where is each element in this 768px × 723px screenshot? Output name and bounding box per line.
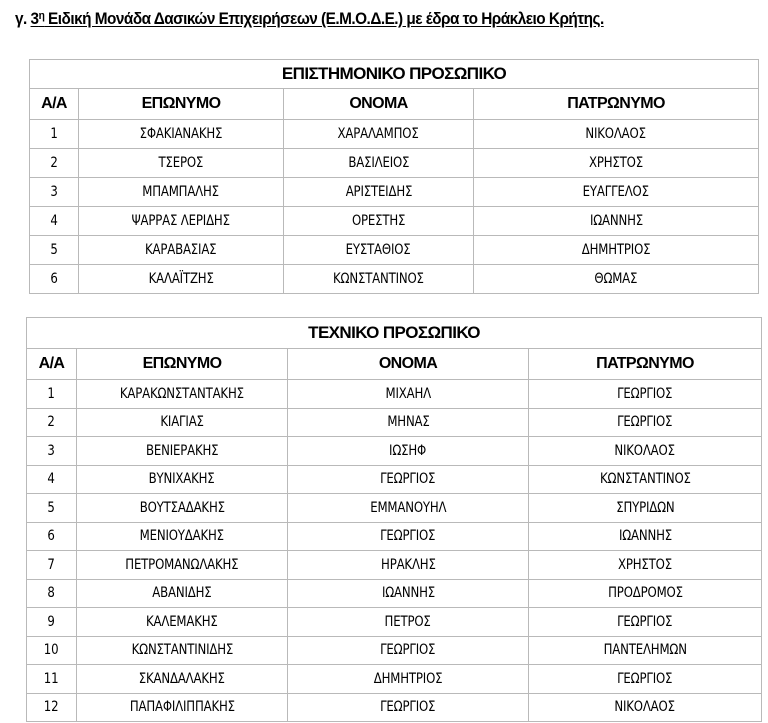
- patronymic-cell: [529, 465, 762, 494]
- first-name-cell: [288, 522, 529, 551]
- first-name-cell: [288, 665, 529, 694]
- patronymic-text: ΙΩΑΝΝΗΣ: [618, 528, 672, 545]
- surname-text: ΒΥΝΙΧΑΚΗΣ: [149, 471, 215, 488]
- surname-text: ΠΑΠΑΦΙΛΙΠΠΑΚΗΣ: [129, 699, 235, 716]
- patronymic-cell: [529, 494, 762, 523]
- first-name-cell: [288, 494, 529, 523]
- patronymic-cell: [474, 236, 759, 265]
- row-number-cell: [27, 408, 77, 437]
- table-title: ΕΠΙΣΤΗΜΟΝΙΚΟ ΠΡΟΣΩΠΙΚΟ: [30, 60, 759, 89]
- column-header-aa: Α/Α: [27, 349, 77, 380]
- surname-text: ΣΦΑΚΙΑΝΑΚΗΣ: [139, 126, 223, 142]
- patronymic-cell: [474, 149, 759, 178]
- row-number-text: 2: [47, 414, 56, 431]
- row-number-cell: [27, 636, 77, 665]
- patronymic-text: ΕΥΑΓΓΕΛΟΣ: [582, 184, 650, 200]
- patronymic-text: ΘΩΜΑΣ: [594, 271, 638, 287]
- patronymic-text: ΔΗΜΗΤΡΙΟΣ: [581, 242, 651, 258]
- row-number-text: 6: [47, 528, 56, 545]
- first-name-text: ΑΡΙΣΤΕΙΔΗΣ: [345, 184, 412, 200]
- table-row: [27, 608, 762, 637]
- surname-text: ΚΑΛΑΪΤΖΗΣ: [148, 271, 214, 287]
- patronymic-text: ΙΩΑΝΝΗΣ: [589, 213, 643, 229]
- first-name-cell: [288, 693, 529, 722]
- patronymic-text: ΓΕΩΡΓΙΟΣ: [617, 613, 673, 630]
- row-number-text: 9: [47, 613, 56, 630]
- patronymic-cell: [529, 608, 762, 637]
- surname-text: ΣΚΑΝΔΑΛΑΚΗΣ: [138, 670, 226, 687]
- first-name-text: ΜΙΧΑΗΛ: [385, 385, 431, 402]
- table-row: [27, 551, 762, 580]
- table-row: [30, 178, 759, 207]
- row-number-cell: [27, 522, 77, 551]
- column-header-row: [27, 349, 762, 380]
- surname-text: ΚΙΑΓΙΑΣ: [160, 414, 204, 431]
- patronymic-cell: [474, 265, 759, 294]
- column-header-patronymic: ΠΑΤΡΩΝΥΜΟ: [474, 89, 759, 120]
- column-header-surname: ΕΠΩΝΥΜΟ: [79, 89, 284, 120]
- patronymic-text: ΧΡΗΣΤΟΣ: [589, 155, 643, 171]
- first-name-text: ΓΕΩΡΓΙΟΣ: [380, 528, 436, 545]
- row-number-text: 5: [50, 242, 58, 258]
- first-name-cell: [284, 265, 474, 294]
- row-number-cell: [27, 551, 77, 580]
- surname-cell: [79, 149, 284, 178]
- first-name-text: ΟΡΕΣΤΗΣ: [351, 213, 406, 229]
- row-number-text: 2: [50, 155, 58, 171]
- surname-cell: [77, 608, 288, 637]
- row-number-cell: [27, 608, 77, 637]
- row-number-cell: [27, 437, 77, 466]
- table-row: [30, 207, 759, 236]
- surname-text: ΤΣΕΡΟΣ: [158, 155, 204, 171]
- patronymic-cell: [529, 665, 762, 694]
- table-row: [27, 636, 762, 665]
- first-name-cell: [288, 579, 529, 608]
- row-number-cell: [27, 380, 77, 409]
- row-number-text: 4: [50, 213, 58, 229]
- surname-text: ΚΑΡΑΚΩΝΣΤΑΝΤΑΚΗΣ: [120, 385, 244, 402]
- first-name-cell: [284, 120, 474, 149]
- patronymic-cell: [529, 522, 762, 551]
- row-number-text: 4: [47, 471, 56, 488]
- first-name-cell: [288, 465, 529, 494]
- first-name-text: ΙΩΑΝΝΗΣ: [381, 585, 435, 602]
- surname-text: ΚΑΛΕΜΑΚΗΣ: [146, 613, 218, 630]
- first-name-text: ΓΕΩΡΓΙΟΣ: [380, 471, 436, 488]
- table-row: [30, 236, 759, 265]
- surname-text: ΑΒΑΝΙΔΗΣ: [152, 585, 212, 602]
- row-number-cell: [27, 693, 77, 722]
- column-header-aa: Α/Α: [30, 89, 79, 120]
- first-name-text: ΠΕΤΡΟΣ: [384, 613, 432, 630]
- first-name-text: ΗΡΑΚΛΗΣ: [380, 556, 436, 573]
- row-number-cell: [30, 149, 79, 178]
- column-header-name: ΟΝΟΜΑ: [288, 349, 529, 380]
- surname-cell: [77, 494, 288, 523]
- table-row: [27, 522, 762, 551]
- surname-text: ΨΑΡΡΑΣ ΛΕΡΙΔΗΣ: [131, 213, 231, 229]
- first-name-cell: [284, 178, 474, 207]
- patronymic-text: ΠΑΝΤΕΛΗΜΩΝ: [603, 642, 687, 659]
- patronymic-text: ΠΡΟΔΡΟΜΟΣ: [607, 585, 683, 602]
- table-row: [27, 408, 762, 437]
- heading-ordinal-number: 3: [30, 10, 39, 28]
- heading-text: Ειδική Μονάδα Δασικών Επιχειρήσεων (Ε.Μ.Ο.Δ.Ε.) με έδρα το Ηράκλειο Κρήτης.: [44, 10, 604, 28]
- patronymic-text: ΓΕΩΡΓΙΟΣ: [617, 385, 673, 402]
- row-number-text: 11: [44, 670, 59, 687]
- patronymic-cell: [529, 636, 762, 665]
- first-name-cell: [288, 608, 529, 637]
- surname-cell: [77, 465, 288, 494]
- surname-text: ΒΟΥΤΣΑΔΑΚΗΣ: [139, 499, 225, 516]
- patronymic-cell: [529, 551, 762, 580]
- first-name-cell: [284, 236, 474, 265]
- surname-cell: [77, 665, 288, 694]
- row-number-cell: [30, 265, 79, 294]
- table-row: [30, 149, 759, 178]
- patronymic-text: ΝΙΚΟΛΑΟΣ: [614, 442, 676, 459]
- surname-cell: [79, 265, 284, 294]
- surname-cell: [79, 207, 284, 236]
- surname-cell: [77, 380, 288, 409]
- patronymic-cell: [529, 408, 762, 437]
- table-row: [27, 465, 762, 494]
- surname-cell: [77, 437, 288, 466]
- table-row: [27, 494, 762, 523]
- table-row: [27, 665, 762, 694]
- patronymic-text: ΓΕΩΡΓΙΟΣ: [617, 414, 673, 431]
- row-number-text: 10: [44, 642, 59, 659]
- surname-cell: [79, 178, 284, 207]
- surname-cell: [77, 579, 288, 608]
- row-number-cell: [30, 236, 79, 265]
- row-number-cell: [30, 178, 79, 207]
- surname-text: ΠΕΤΡΟΜΑΝΩΛΑΚΗΣ: [125, 556, 239, 573]
- surname-cell: [79, 236, 284, 265]
- scientific-staff-table: [29, 59, 759, 294]
- table-title: ΤΕΧΝΙΚΟ ΠΡΟΣΩΠΙΚΟ: [27, 318, 762, 349]
- patronymic-cell: [474, 120, 759, 149]
- first-name-cell: [288, 437, 529, 466]
- surname-cell: [77, 551, 288, 580]
- surname-cell: [77, 693, 288, 722]
- patronymic-text: ΓΕΩΡΓΙΟΣ: [617, 670, 673, 687]
- table-row: [27, 380, 762, 409]
- patronymic-cell: [529, 579, 762, 608]
- patronymic-cell: [474, 207, 759, 236]
- heading-ordinal-suffix: η: [38, 10, 45, 22]
- heading-prefix: γ.: [15, 10, 31, 28]
- section-heading: [15, 10, 722, 29]
- patronymic-text: ΣΠΥΡΙΔΩΝ: [615, 499, 675, 516]
- row-number-cell: [30, 120, 79, 149]
- column-header-name: ΟΝΟΜΑ: [284, 89, 474, 120]
- column-header-patronymic: ΠΑΤΡΩΝΥΜΟ: [529, 349, 762, 380]
- table-row: [27, 693, 762, 722]
- patronymic-cell: [529, 693, 762, 722]
- surname-cell: [77, 522, 288, 551]
- surname-cell: [77, 636, 288, 665]
- first-name-text: ΒΑΣΙΛΕΙΟΣ: [348, 155, 409, 171]
- first-name-text: ΓΕΩΡΓΙΟΣ: [380, 642, 436, 659]
- table-row: [27, 579, 762, 608]
- row-number-text: 1: [47, 385, 56, 402]
- row-number-text: 5: [47, 499, 56, 516]
- patronymic-text: ΝΙΚΟΛΑΟΣ: [585, 126, 647, 142]
- patronymic-cell: [474, 178, 759, 207]
- row-number-text: 7: [47, 556, 56, 573]
- row-number-text: 3: [47, 442, 56, 459]
- row-number-text: 8: [47, 585, 56, 602]
- surname-text: ΚΑΡΑΒΑΣΙΑΣ: [145, 242, 217, 258]
- first-name-cell: [288, 636, 529, 665]
- technical-staff-table: [26, 317, 762, 722]
- first-name-text: ΜΗΝΑΣ: [386, 414, 430, 431]
- patronymic-text: ΚΩΝΣΤΑΝΤΙΝΟΣ: [599, 471, 691, 488]
- surname-text: ΚΩΝΣΤΑΝΤΙΝΙΔΗΣ: [131, 642, 233, 659]
- table-row: [30, 120, 759, 149]
- patronymic-text: ΧΡΗΣΤΟΣ: [618, 556, 672, 573]
- row-number-text: 3: [50, 184, 58, 200]
- table-row: [27, 437, 762, 466]
- first-name-text: ΚΩΝΣΤΑΝΤΙΝΟΣ: [333, 271, 424, 287]
- surname-text: ΜΠΑΜΠΑΛΗΣ: [142, 184, 220, 200]
- first-name-text: ΓΕΩΡΓΙΟΣ: [380, 699, 436, 716]
- row-number-cell: [27, 579, 77, 608]
- patronymic-cell: [529, 437, 762, 466]
- row-number-text: 12: [44, 699, 59, 716]
- row-number-cell: [27, 494, 77, 523]
- row-number-text: 6: [50, 271, 58, 287]
- table-row: [30, 265, 759, 294]
- first-name-cell: [288, 551, 529, 580]
- column-header-row: [30, 89, 759, 120]
- first-name-text: ΔΗΜΗΤΡΙΟΣ: [373, 670, 443, 687]
- surname-cell: [77, 408, 288, 437]
- first-name-text: ΙΩΣΗΦ: [389, 442, 427, 459]
- first-name-text: ΧΑΡΑΛΑΜΠΟΣ: [337, 126, 420, 142]
- row-number-text: 1: [50, 126, 58, 142]
- surname-text: ΒΕΝΙΕΡΑΚΗΣ: [145, 442, 219, 459]
- column-header-surname: ΕΠΩΝΥΜΟ: [77, 349, 288, 380]
- row-number-cell: [27, 665, 77, 694]
- first-name-cell: [288, 408, 529, 437]
- patronymic-cell: [529, 380, 762, 409]
- surname-cell: [79, 120, 284, 149]
- first-name-cell: [284, 149, 474, 178]
- row-number-cell: [27, 465, 77, 494]
- first-name-text: ΕΜΜΑΝΟΥΗΛ: [369, 499, 447, 516]
- row-number-cell: [30, 207, 79, 236]
- heading-title: [31, 10, 604, 28]
- first-name-cell: [284, 207, 474, 236]
- first-name-cell: [288, 380, 529, 409]
- patronymic-text: ΝΙΚΟΛΑΟΣ: [614, 699, 676, 716]
- surname-text: ΜΕΝΙΟΥΔΑΚΗΣ: [139, 528, 225, 545]
- first-name-text: ΕΥΣΤΑΘΙΟΣ: [346, 242, 411, 258]
